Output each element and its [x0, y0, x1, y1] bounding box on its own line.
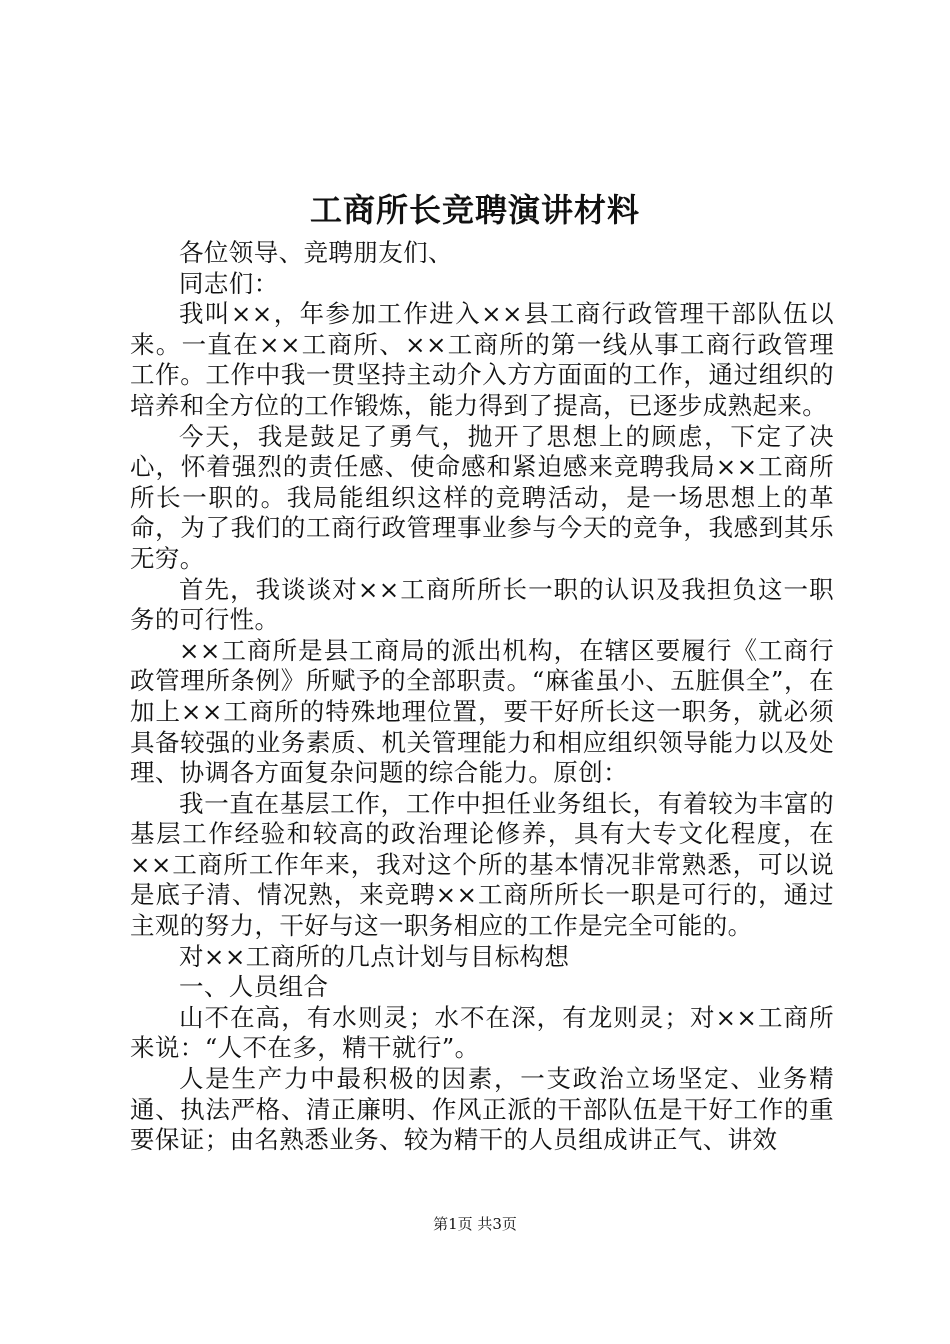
page-footer: 第1页 共3页 [433, 1215, 517, 1233]
paragraph-intro: 我叫××，年参加工作进入××县工商行政管理干部队伍以来。一直在××工商所、××工商所的第一线从事工商行政管理工作。工作中我一贯坚持主动介入方方面面的工作，通过组织的培养和全方位的工作锻炼，能力得到了提高，已逐步成熟起来。 [130, 299, 834, 420]
section-heading-staffing: 一、人员组合 [179, 972, 329, 1002]
salutation-line-2: 同志们： [179, 268, 279, 298]
document-title: 工商所长竞聘演讲材料 [309, 191, 640, 229]
paragraph-experience: 我一直在基层工作，工作中担任业务组长，有着较为丰富的基层工作经验和较高的政治理论修养，具有大专文化程度，在××工商所工作年来，我对这个所的基本情况非常熟悉，可以说是底子清、情况熟，来竞聘××工商所所长一职是可行的，通过主观的努力，干好与这一职务相应的工作是完全可能的。 [130, 788, 834, 941]
section-heading-plans: 对××工商所的几点计划与目标构想 [179, 941, 570, 971]
paragraph-people: 人是生产力中最积极的因素，一支政治立场坚定、业务精通、执法严格、清正廉明、作风正派的干部队伍是干好工作的重要保证；由名熟悉业务、较为精干的人员组成讲正气、讲效 [130, 1064, 834, 1155]
salutation-line-1: 各位领导、竞聘朋友们、 [179, 238, 453, 267]
paragraph-proverb: 山不在高，有水则灵；水不在深，有龙则灵；对××工商所来说：“人不在多，精干就行”。 [130, 1002, 834, 1063]
paragraph-motivation: 今天，我是鼓足了勇气，抛开了思想上的顾虑，下定了决心，怀着强烈的责任感、使命感和紧迫感来竞聘我局××工商所所长一职的。我局能组织这样的竞聘活动，是一场思想上的革命，为了我们的工商行政管理事业参与今天的竞争，我感到其乐无穷。 [130, 421, 834, 573]
document-body [130, 238, 834, 1156]
paragraph-first: 首先，我谈谈对××工商所所长一职的认识及我担负这一职务的可行性。 [130, 574, 834, 635]
paragraph-office-duties: ××工商所是县工商局的派出机构，在辖区要履行《工商行政管理所条例》所赋予的全部职责。“麻雀虽小、五脏俱全”，在加上××工商所的特殊地理位置，要干好所长这一职务，就必须具备较强的业务素质、机关管理能力和相应组织领导能力以及处理、协调各方面复杂问题的综合能力。原创： [130, 635, 834, 788]
